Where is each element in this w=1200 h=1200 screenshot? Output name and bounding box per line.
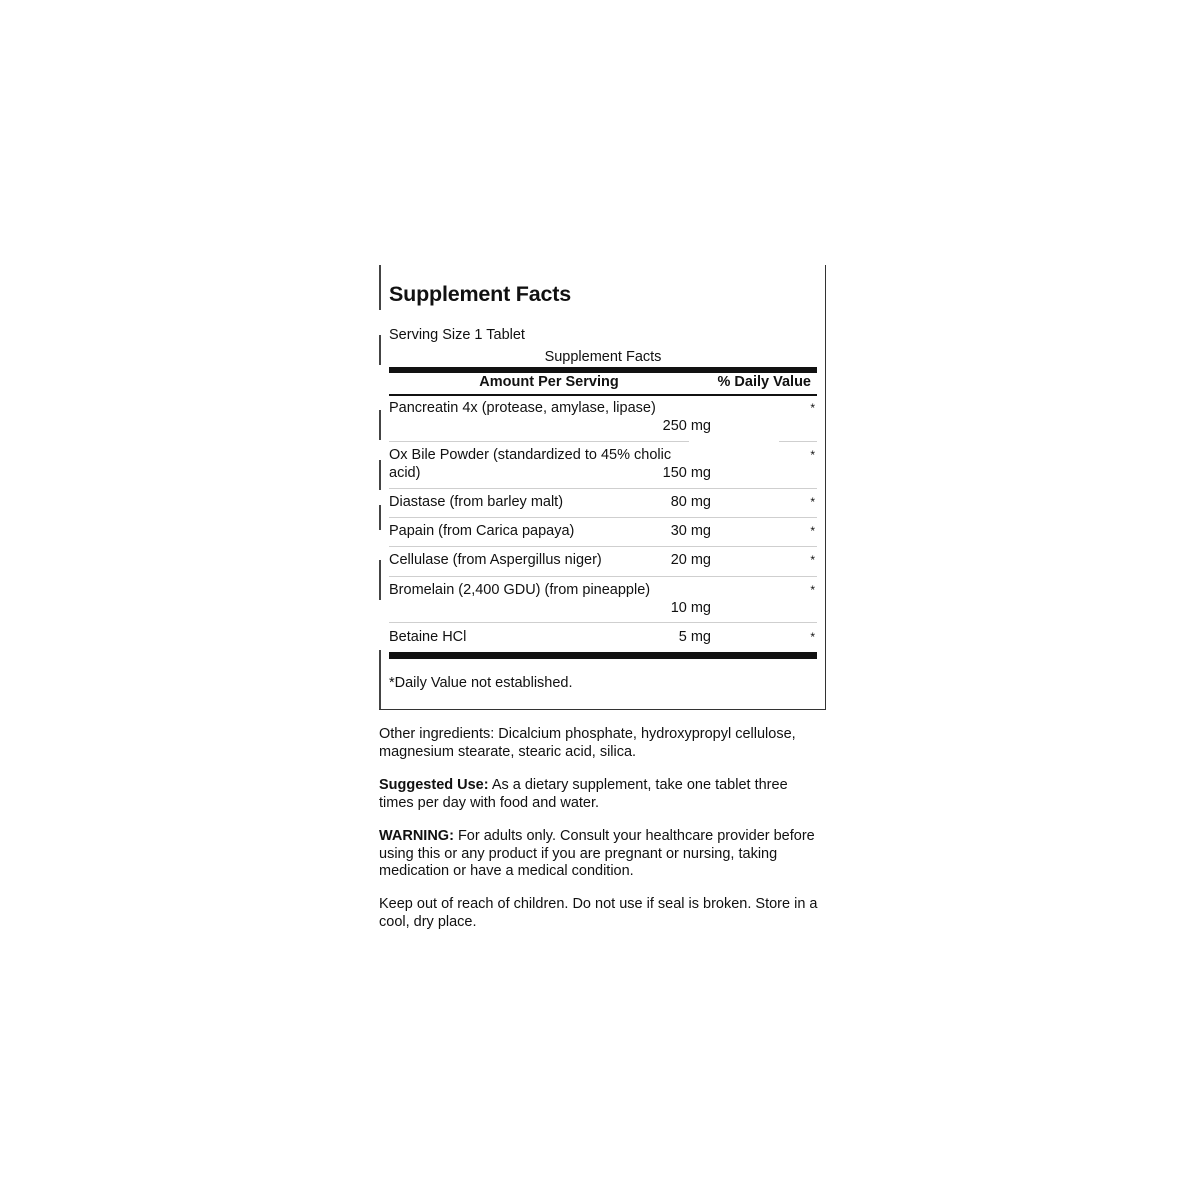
ingredient-name: Pancreatin 4x (protease, amylase, lipase)	[389, 400, 656, 416]
suggested-use-heading: Suggested Use:	[379, 777, 489, 793]
row-divider	[389, 576, 817, 577]
row-divider	[389, 488, 817, 489]
ingredient-name: Betaine HCl	[389, 629, 467, 645]
top-thick-rule	[389, 367, 817, 373]
header-rule	[389, 394, 817, 396]
table-row	[389, 494, 817, 514]
serving-size: Serving Size 1 Tablet	[389, 327, 525, 343]
ingredient-amount: 250 mg	[662, 418, 711, 434]
daily-value-footnote: *Daily Value not established.	[389, 675, 573, 691]
header-daily-value: % Daily Value	[717, 374, 811, 390]
ingredient-amount: 5 mg	[678, 629, 711, 645]
row-divider	[779, 441, 817, 442]
ingredient-amount: 80 mg	[670, 494, 711, 510]
ingredient-amount: 150 mg	[662, 465, 711, 481]
ingredient-daily-value: *	[810, 630, 815, 644]
ingredient-amount: 30 mg	[670, 523, 711, 539]
ingredient-name: Diastase (from barley malt)	[389, 494, 564, 510]
table-caption: Supplement Facts	[544, 349, 662, 365]
bottom-thick-rule	[389, 652, 817, 659]
ingredient-daily-value: *	[810, 401, 815, 415]
ingredient-name: Cellulase (from Aspergillus niger)	[389, 552, 602, 568]
suggested-use-text: As a dietary supplement, take one tablet three times per day with food and water.	[379, 777, 788, 811]
table-row	[389, 582, 817, 622]
row-divider	[389, 546, 817, 547]
ingredient-name: Papain (from Carica papaya)	[389, 523, 575, 539]
ingredient-name: Ox Bile Powder (standardized to 45% cholic	[389, 447, 672, 463]
row-divider	[389, 517, 817, 518]
ingredient-daily-value: *	[810, 524, 815, 538]
warning-heading: WARNING:	[379, 828, 454, 844]
row-divider	[389, 441, 689, 442]
ingredient-name: Bromelain (2,400 GDU) (from pineapple)	[389, 582, 651, 598]
storage-instructions: Keep out of reach of children. Do not use if seal is broken. Store in a cool, dry place.	[379, 896, 818, 930]
row-divider	[389, 622, 817, 623]
ingredient-amount: 20 mg	[670, 552, 711, 568]
suggested-use	[379, 777, 824, 812]
panel-title: Supplement Facts	[389, 282, 571, 306]
ingredient-daily-value: *	[810, 553, 815, 567]
table-row	[389, 552, 817, 572]
table-row	[389, 523, 817, 543]
table-row	[389, 447, 817, 487]
other-ingredients: Other ingredients: Dicalcium phosphate, hydroxypropyl cellulose, magnesium stearate, stearic acid, silica.	[379, 726, 796, 760]
ingredient-daily-value: *	[810, 495, 815, 509]
warning	[379, 828, 824, 881]
ingredient-daily-value: *	[810, 448, 815, 462]
warning-text: For adults only. Consult your healthcare provider before using this or any product if you are pregnant or nursing, taking medication or have a medical condition.	[379, 828, 815, 879]
supplement-facts-panel	[379, 265, 826, 710]
ingredient-amount: 10 mg	[670, 600, 711, 616]
ingredient-name-continued: acid)	[389, 465, 421, 481]
table-row	[389, 400, 817, 440]
table-row	[389, 629, 817, 649]
ingredient-daily-value: *	[810, 583, 815, 597]
header-amount-per-serving: Amount Per Serving	[479, 374, 619, 390]
